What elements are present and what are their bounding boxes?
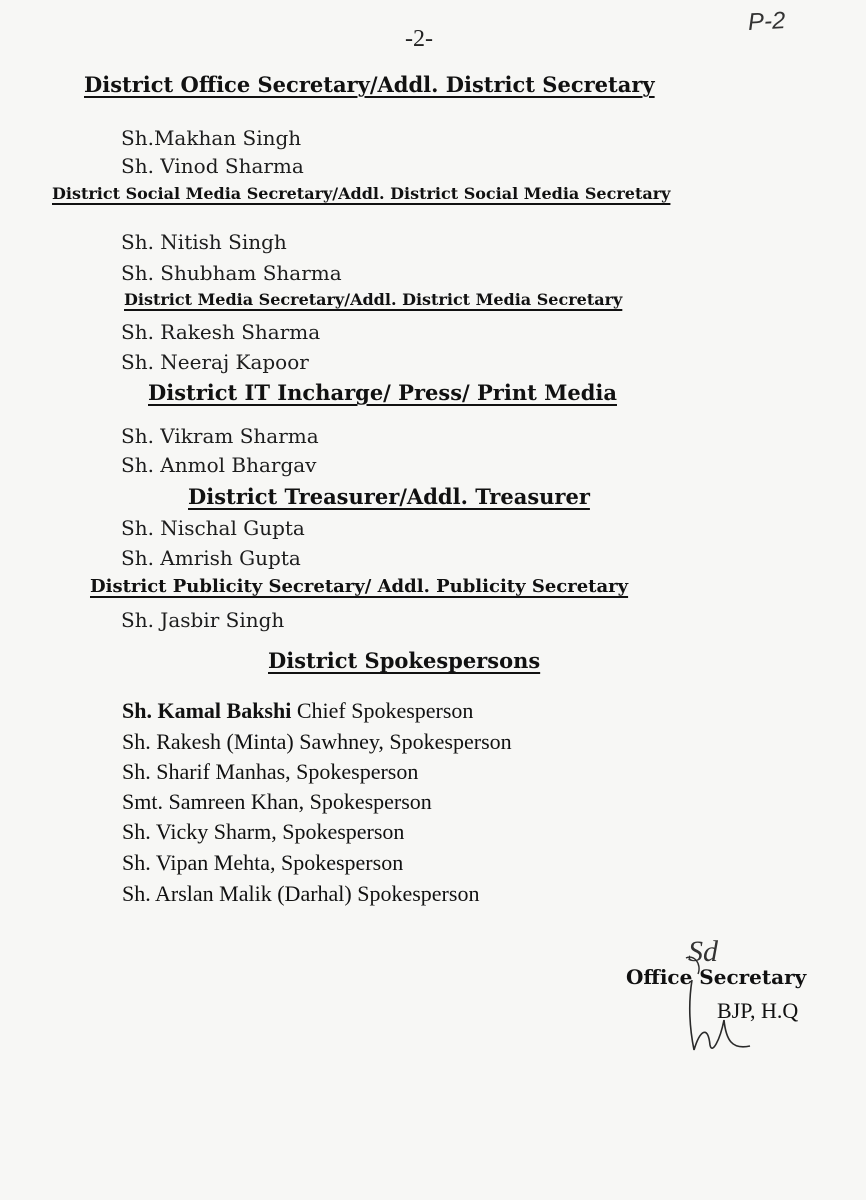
name-item: Sh. Amrish Gupta	[121, 546, 301, 570]
spokesperson-chief	[122, 698, 473, 724]
name-item: Sh. Neeraj Kapoor	[121, 350, 309, 374]
name-item: Sh. Vinod Sharma	[121, 154, 304, 178]
spokesperson-item: Sh. Rakesh (Minta) Sawhney, Spokesperson	[122, 729, 512, 754]
name-item: Sh. Jasbir Singh	[121, 608, 285, 632]
section-heading-it-incharge: District IT Incharge/ Press/ Print Media	[148, 380, 617, 405]
name-item: Sh. Anmol Bhargav	[121, 453, 317, 477]
page-number: -2-	[405, 26, 433, 52]
signature-title: Office Secretary	[626, 965, 807, 989]
spokesperson-item: Sh. Arslan Malik (Darhal) Spokesperson	[122, 881, 480, 906]
name-item: Sh.Makhan Singh	[121, 126, 302, 150]
chief-name: Sh. Kamal Bakshi	[122, 698, 292, 723]
section-heading-office-secretary: District Office Secretary/Addl. District Secretary	[84, 72, 655, 97]
section-heading-media: District Media Secretary/Addl. District Media Secretary	[124, 290, 623, 309]
chief-role: Chief Spokesperson	[296, 698, 474, 723]
name-item: Sh. Rakesh Sharma	[121, 320, 321, 344]
name-item: Sh. Nitish Singh	[121, 230, 287, 254]
spokesperson-item: Sh. Vipan Mehta, Spokesperson	[122, 850, 404, 875]
handwritten-page-ref: P-2	[747, 7, 787, 36]
name-item: Sh. Vikram Sharma	[121, 424, 319, 448]
section-heading-publicity: District Publicity Secretary/ Addl. Publicity Secretary	[90, 576, 629, 597]
section-heading-social-media: District Social Media Secretary/Addl. District Social Media Secretary	[52, 184, 671, 203]
name-item: Sh. Nischal Gupta	[121, 516, 305, 540]
signature-org: BJP, H.Q	[717, 998, 799, 1023]
spokesperson-item: Smt. Samreen Khan, Spokesperson	[122, 789, 432, 814]
name-item: Sh. Shubham Sharma	[121, 261, 342, 285]
spokesperson-item: Sh. Vicky Sharm, Spokesperson	[122, 819, 405, 844]
signature-mark: Sd	[688, 935, 718, 968]
section-heading-treasurer: District Treasurer/Addl. Treasurer	[188, 484, 590, 509]
section-heading-spokespersons: District Spokespersons	[268, 648, 541, 673]
spokesperson-item: Sh. Sharif Manhas, Spokesperson	[122, 759, 419, 784]
